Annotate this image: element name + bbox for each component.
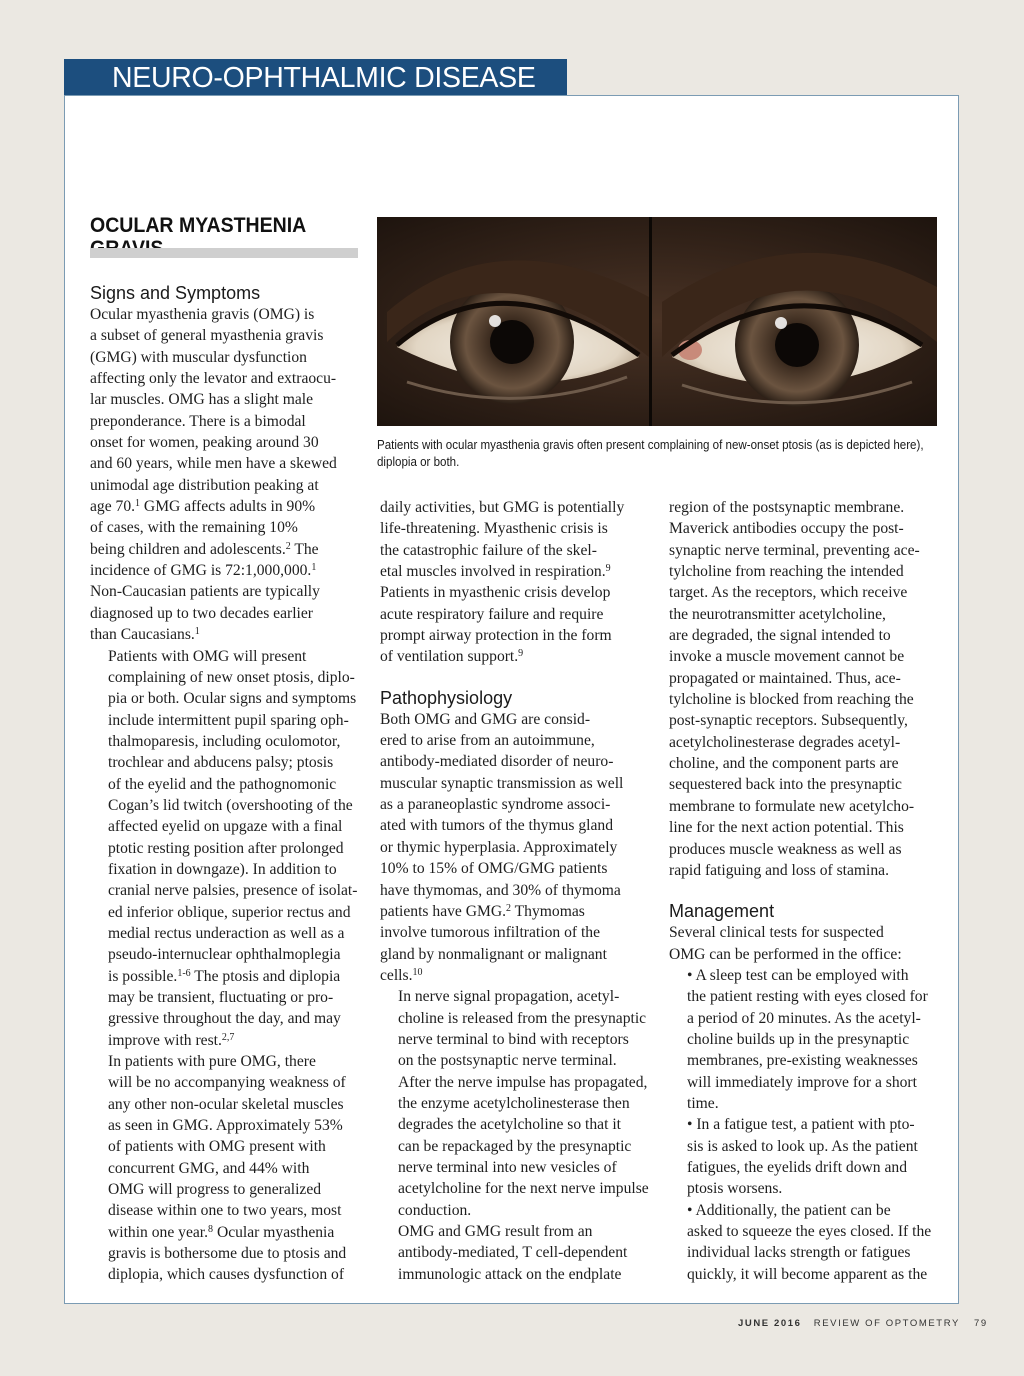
paragraph	[380, 1221, 655, 1285]
text-column-1	[90, 282, 365, 1286]
text-line: pia or both. Ocular signs and symptoms	[108, 690, 357, 708]
text-line: time.	[687, 1094, 719, 1112]
text-line: invoke a muscle movement cannot be	[669, 648, 905, 666]
text-line: acute respiratory failure and require	[380, 605, 604, 623]
text-line: the enzyme acetylcholinesterase then	[398, 1094, 630, 1112]
paragraph	[669, 922, 944, 965]
text-line: affected eyelid on upgaze with a final	[108, 818, 343, 836]
text-line: fatigues, the eyelids drift down and	[687, 1158, 907, 1176]
paragraph	[669, 1114, 944, 1199]
text-line: gressive throughout the day, and may	[108, 1010, 341, 1028]
text-line: cells.$^{10}$	[380, 966, 423, 984]
text-line: as a paraneoplastic syndrome associ-	[380, 796, 611, 814]
text-line: sequestered back into the presynaptic	[669, 776, 902, 794]
text-line: tylcholine is blocked from reaching the	[669, 691, 914, 709]
text-line: OMG can be performed in the office:	[669, 945, 902, 963]
text-line: 10% to 15% of OMG/GMG patients	[380, 860, 608, 878]
text-column-2	[380, 497, 655, 1285]
paragraph	[669, 497, 944, 881]
text-line: choline, and the component parts are	[669, 755, 899, 773]
text-line: In nerve signal propagation, acetyl-	[398, 988, 620, 1006]
text-line: diplopia, which causes dysfunction of	[108, 1266, 345, 1284]
text-line: as seen in GMG. Approximately 53%	[108, 1117, 343, 1135]
text-line: Both OMG and GMG are consid-	[380, 710, 591, 728]
text-line: In patients with pure OMG, there	[108, 1053, 316, 1071]
text-line: nerve terminal into new vesicles of	[398, 1158, 617, 1176]
text-line: the neurotransmitter acetylcholine,	[669, 605, 886, 623]
text-line: sis is asked to look up. As the patient	[687, 1137, 918, 1155]
text-line: will be no accompanying weakness of	[108, 1074, 346, 1092]
text-line: Ocular myasthenia gravis (OMG) is	[90, 306, 315, 323]
text-line: degrades the acetylcholine so that it	[398, 1116, 621, 1134]
text-line: After the nerve impulse has propagated,	[398, 1073, 648, 1091]
text-line: ered to arise from an autoimmune,	[380, 732, 595, 750]
section-label: NEURO-OPHTHALMIC DISEASE	[112, 62, 536, 94]
text-line: disease within one to two years, most	[108, 1202, 342, 1220]
text-line: rapid fatiguing and loss of stamina.	[669, 861, 890, 879]
text-line: ptotic resting position after prolonged	[108, 839, 344, 857]
text-line: on the postsynaptic nerve terminal.	[398, 1052, 617, 1070]
text-line: choline is released from the presynaptic	[398, 1009, 647, 1027]
text-line: of ventilation support.$^9$	[380, 648, 524, 666]
text-line: have thymomas, and 30% of thymoma	[380, 881, 621, 899]
text-line: Several clinical tests for suspected	[669, 924, 884, 942]
text-line: trochlear and abducens palsy; ptosis	[108, 754, 334, 772]
text-line: than Caucasians.$^1$	[90, 626, 200, 644]
text-line: life-threatening. Myasthenic crisis is	[380, 520, 608, 538]
text-line: concurrent GMG, and 44% with	[108, 1159, 310, 1177]
text-line: • In a fatigue test, a patient with pto-	[687, 1116, 915, 1134]
text-line: gravis is bothersome due to ptosis and	[108, 1245, 347, 1263]
text-line: ed inferior oblique, superior rectus and	[108, 903, 351, 921]
article-title: OCULAR MYASTHENIA	[90, 214, 306, 237]
text-line: medial rectus underaction as well as a	[108, 924, 345, 942]
section-heading: Pathophysiology	[380, 687, 513, 708]
text-line: individual lacks strength or fatigues	[687, 1244, 911, 1262]
text-line: onset for women, peaking around 30	[90, 434, 319, 452]
text-line: Non-Caucasian patients are typically	[90, 583, 320, 601]
text-line: may be transient, fluctuating or pro-	[108, 989, 334, 1006]
text-line: asked to squeeze the eyes closed. If the	[687, 1223, 932, 1240]
text-line: nerve terminal to bind with receptors	[398, 1030, 629, 1048]
text-line: or thymic hyperplasia. Approximately	[380, 838, 618, 856]
text-line: membranes, pre-existing weaknesses	[687, 1052, 918, 1070]
text-line: • Additionally, the patient can be	[687, 1201, 891, 1219]
text-line: conduction.	[398, 1201, 472, 1219]
text-line: propagated or maintained. Thus, ace-	[669, 669, 901, 687]
section-heading: Management	[669, 901, 775, 922]
text-line: a subset of general myasthenia gravis	[90, 327, 324, 345]
text-line: affecting only the levator and extraocu-	[90, 370, 337, 388]
text-line: antibody-mediated disorder of neuro-	[380, 753, 614, 771]
text-line: OMG and GMG result from an	[398, 1223, 593, 1240]
section-banner	[64, 59, 567, 96]
text-line: complaining of new onset ptosis, diplo-	[108, 668, 355, 686]
text-line: Maverick antibodies occupy the post-	[669, 520, 904, 538]
text-line: daily activities, but GMG is potentially	[380, 499, 625, 516]
text-line: improve with rest.$^{2,7}$	[108, 1031, 235, 1049]
text-line: (GMG) with muscular dysfunction	[90, 348, 307, 366]
text-line: unimodal age distribution peaking at	[90, 476, 319, 494]
text-line: line for the next action potential. This	[669, 819, 904, 837]
text-line: the patient resting with eyes closed for	[687, 988, 928, 1006]
text-line: patients have GMG.$^2$ Thymomas	[380, 902, 585, 920]
caption-line: diplopia or both.	[377, 454, 460, 469]
paragraph	[380, 709, 655, 986]
text-line: Patients with OMG will present	[108, 647, 307, 665]
text-line: • A sleep test can be employed with	[687, 966, 909, 984]
text-line: of the eyelid and the pathognomonic	[108, 775, 337, 793]
text-line: antibody-mediated, T cell-dependent	[398, 1244, 628, 1262]
eyes-photo	[377, 217, 937, 426]
paragraph	[380, 497, 655, 668]
text-line: will immediately improve for a short	[687, 1073, 917, 1091]
text-line: ptosis worsens.	[687, 1180, 783, 1198]
issue-date: JUNE 2016	[738, 1318, 802, 1329]
text-line: pseudo-internuclear ophthalmoplegia	[108, 946, 341, 964]
text-line: diagnosed up to two decades earlier	[90, 604, 313, 622]
text-line: cranial nerve palsies, presence of isolat-	[108, 882, 358, 900]
text-line: include intermittent pupil sparing oph-	[108, 711, 349, 729]
text-line: lar muscles. OMG has a slight male	[90, 391, 314, 409]
text-line: region of the postsynaptic membrane.	[669, 499, 905, 516]
text-line: thalmoparesis, including oculomotor,	[108, 732, 341, 750]
publication-name: REVIEW OF OPTOMETRY	[813, 1318, 960, 1329]
text-line: preponderance. There is a bimodal	[90, 412, 306, 430]
caption-line: Patients with ocular myasthenia gravis often present complaining of new-onset ptosis (as is depicted here),	[377, 437, 924, 452]
paragraph	[90, 304, 365, 646]
text-line: quickly, it will become apparent as the	[687, 1265, 928, 1283]
text-line: Patients in myasthenic crisis develop	[380, 584, 611, 602]
paragraph	[380, 986, 655, 1221]
text-line: any other non-ocular skeletal muscles	[108, 1095, 344, 1113]
text-line: post-synaptic receptors. Subsequently,	[669, 712, 908, 730]
text-line: acetylcholine for the next nerve impulse	[398, 1180, 649, 1198]
text-line: Cogan’s lid twitch (overshooting of the	[108, 796, 353, 814]
text-column-3	[669, 497, 944, 1285]
paragraph	[90, 1051, 365, 1286]
text-line: gland by nonmalignant or malignant	[380, 945, 607, 963]
text-line: membrane to formulate new acetylcho-	[669, 797, 915, 815]
text-line: being children and adolescents.$^2$ The	[90, 540, 319, 558]
text-line: target. As the receptors, which receive	[669, 584, 908, 602]
text-line: fixation in downgaze). In addition to	[108, 860, 337, 878]
text-line: acetylcholinesterase degrades acetyl-	[669, 733, 901, 751]
paragraph	[669, 1200, 944, 1285]
text-line: produces muscle weakness as well as	[669, 840, 902, 858]
text-line: of cases, with the remaining 10%	[90, 519, 298, 537]
paragraph	[90, 646, 365, 1052]
text-line: OMG will progress to generalized	[108, 1181, 322, 1199]
text-line: are degraded, the signal intended to	[669, 627, 891, 645]
text-line: synaptic nerve terminal, preventing ace-	[669, 541, 920, 559]
text-line: within one year.$^8$ Ocular myasthenia	[108, 1223, 335, 1241]
page-footer	[738, 1318, 988, 1329]
text-line: age 70.$^1$ GMG affects adults in 90%	[90, 498, 316, 516]
paragraph	[669, 965, 944, 1114]
text-line: immunologic attack on the endplate	[398, 1265, 622, 1283]
text-line: a period of 20 minutes. As the acetyl-	[687, 1009, 921, 1027]
text-line: tylcholine from reaching the intended	[669, 563, 904, 581]
text-line: choline builds up in the presynaptic	[687, 1030, 910, 1048]
text-line: the catastrophic failure of the skel-	[380, 541, 597, 559]
text-line: incidence of GMG is 72:1,000,000.$^1$	[90, 562, 317, 580]
text-line: muscular synaptic transmission as well	[380, 774, 624, 792]
text-line: etal muscles involved in respiration.$^9$	[380, 563, 611, 581]
text-line: ated with tumors of the thymus gland	[380, 817, 614, 835]
text-line: involve tumorous infiltration of the	[380, 924, 601, 942]
section-heading: Signs and Symptoms	[90, 283, 261, 303]
eyes-illustration	[377, 217, 937, 426]
text-line: and 60 years, while men have a skewed	[90, 455, 337, 473]
page-number: 79	[974, 1318, 988, 1329]
text-line: prompt airway protection in the form	[380, 627, 612, 645]
title-underline	[90, 248, 358, 258]
text-line: can be repackaged by the presynaptic	[398, 1137, 632, 1155]
text-line: is possible.$^{1-6}$ The ptosis and diplopia	[108, 967, 341, 985]
photo-caption	[377, 436, 924, 470]
text-line: of patients with OMG present with	[108, 1138, 326, 1156]
